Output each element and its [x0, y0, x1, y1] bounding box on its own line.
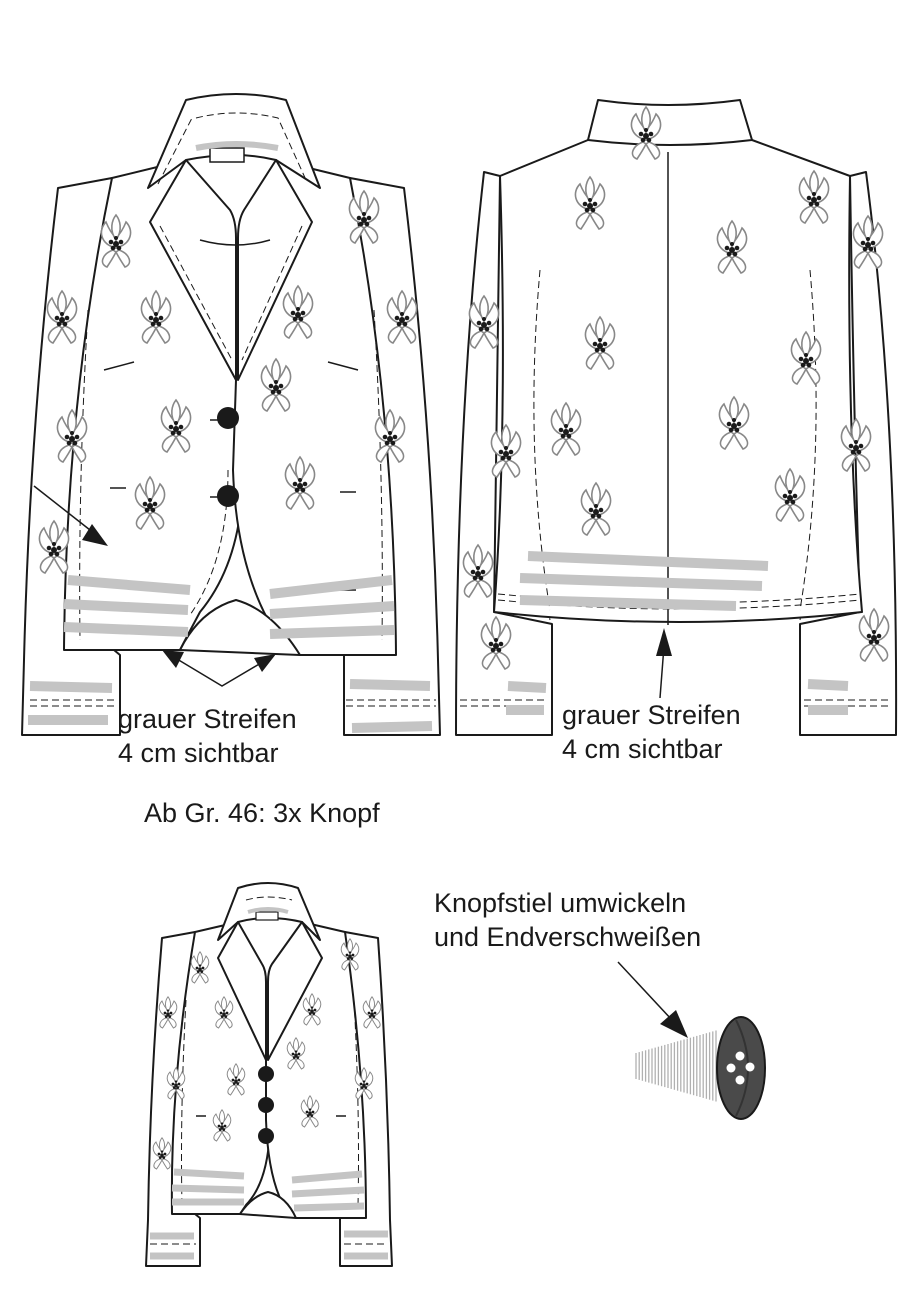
thread-wrap — [636, 1031, 716, 1102]
back-view-jacket — [456, 100, 896, 735]
front-button-2 — [217, 485, 239, 507]
back-stripe-note-line-1: grauer Streifen — [562, 700, 741, 730]
front-stripe-note-line-2: 4 cm sichtbar — [118, 738, 279, 768]
front-view-jacket — [22, 94, 440, 735]
small-button-3 — [258, 1128, 274, 1144]
collar-label — [210, 148, 244, 162]
small-button-2 — [258, 1097, 274, 1113]
size-note — [144, 796, 380, 830]
front-button-1 — [217, 407, 239, 429]
back-stripe-note — [562, 698, 741, 766]
shank-pointer-arrow — [618, 962, 672, 1020]
size-note-text: Ab Gr. 46: 3x Knopf — [144, 798, 380, 828]
back-stripe-note-line-2: 4 cm sichtbar — [562, 734, 723, 764]
button-note-line-2: und Endverschweißen — [434, 922, 702, 952]
small-front-jacket — [146, 883, 392, 1266]
front-stripe-note-line-1: grauer Streifen — [118, 704, 297, 734]
front-stripe-note — [118, 702, 297, 770]
button-shank-detail — [618, 962, 765, 1119]
small-buttons — [258, 1066, 274, 1144]
back-pointer-arrow — [656, 628, 672, 698]
button-note — [434, 886, 701, 954]
small-button-1 — [258, 1066, 274, 1082]
button-note-line-1: Knopfstiel umwickeln — [434, 888, 687, 918]
